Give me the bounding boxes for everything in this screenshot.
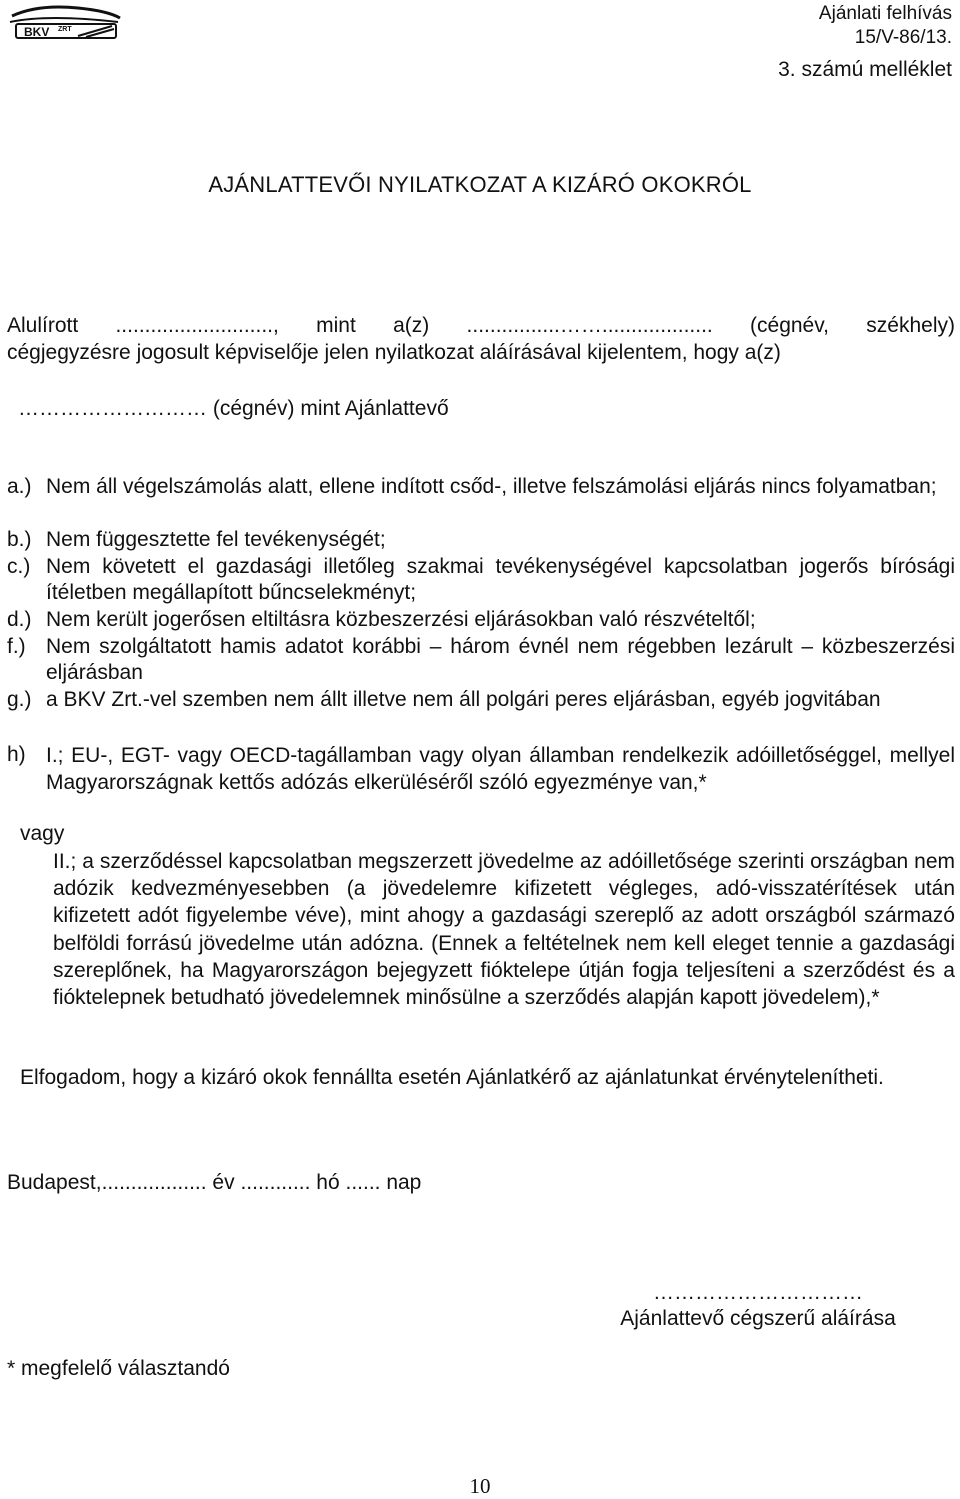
list-item-c bbox=[7, 554, 955, 606]
list-item-b bbox=[7, 527, 955, 553]
list-item-a bbox=[7, 474, 955, 500]
acceptance-statement: Elfogadom, hogy a kizáró okok fennállta esetén Ajánlatkérő az ajánlatunkat érvénytelenítheti. bbox=[20, 1066, 884, 1089]
list-item-h bbox=[7, 742, 955, 796]
list-item-text: Nem függesztette fel tevékenységét; bbox=[46, 528, 386, 551]
intro-line-3: ……………………… (cégnév) mint Ajánlattevő bbox=[18, 397, 449, 420]
list-item-label: b.) bbox=[7, 528, 32, 551]
list-item-label: a.) bbox=[7, 475, 32, 498]
list-item-h-option-2 bbox=[7, 848, 955, 1011]
place-date-line: Budapest,.................. év ............ hó ...... nap bbox=[7, 1171, 422, 1194]
bkv-logo-graphic bbox=[8, 2, 124, 42]
option-two-text: II.; a szerződéssel kapcsolatban megszerzett jövedelme az adóilletősége szerinti országban nem adózik kedvezményesebben (a jövedelemre kifizetett végleges, adó-visszatérítések után kifizetett adót figyelembe véve), mint ahogy a gazdasági szereplő az adott országból származó belföldi forrású jövedelme után adózna. (Ennek a feltételnek nem kell eleget tennie a gazdasági szereplőnek, ha Magyarországon bejegyzett fióktelepe útján fogja teljesíteni a szerződést és a fióktelepnek betudható jövedelemnek minősülne a szerződés alapján kapott jövedelem),* bbox=[53, 850, 955, 1010]
list-item-label: h) bbox=[7, 743, 26, 766]
list-item-label: c.) bbox=[7, 555, 31, 578]
svg-text:BKV: BKV bbox=[24, 25, 50, 39]
signature-label: Ajánlattevő cégszerű aláírása bbox=[620, 1307, 896, 1330]
list-item-text: Nem szolgáltatott hamis adatot korábbi – három évnél nem régebben lezárult – közbeszerzési eljárásban bbox=[46, 635, 955, 684]
list-item-f bbox=[7, 634, 955, 686]
page-title: AJÁNLATTEVŐI NYILATKOZAT A KIZÁRÓ OKOKRÓL bbox=[208, 172, 752, 197]
list-item-text: a BKV Zrt.-vel szemben nem állt illetve nem áll polgári peres eljárásban, egyéb jogvitában bbox=[46, 688, 881, 711]
intro-line-2: cégjegyzésre jogosult képviselője jelen nyilatkozat aláírásával kijelentem, hogy a(z) bbox=[7, 341, 781, 364]
annex-label: 3. számú melléklet bbox=[778, 58, 952, 81]
list-item-text: Nem áll végelszámolás alatt, ellene indított csőd-, illetve felszámolási eljárás nincs folyamatban; bbox=[46, 475, 937, 498]
bkv-logo bbox=[8, 2, 124, 42]
alternative-separator: vagy bbox=[20, 822, 65, 845]
signature-dots: ………………………… bbox=[653, 1281, 863, 1304]
header-reference-number: 15/V-86/13. bbox=[854, 27, 952, 48]
list-item-label: f.) bbox=[7, 635, 26, 658]
list-item-text: Nem került jogerősen eltiltásra közbeszerzési eljárásokban való részvételtől; bbox=[46, 608, 756, 631]
intro-line-1: Alulírott ..........................., mint a(z) ................……................... (cégnév, székhely) bbox=[7, 314, 955, 337]
page-number: 10 bbox=[469, 1474, 491, 1498]
list-item-text: Nem követett el gazdasági illetőleg szakmai tevékenységével kapcsolatban jogerős bírósági ítéletben megállapított bűncselekményt; bbox=[46, 555, 955, 604]
svg-text:ZRT: ZRT bbox=[58, 26, 72, 33]
list-item-text: I.; EU-, EGT- vagy OECD-tagállamban vagy olyan államban rendelkezik adóilletőséggel, mellyel Magyarországnak kettős adózás elkerüléséről szóló egyezménye van,* bbox=[46, 744, 955, 794]
header-reference bbox=[819, 2, 952, 50]
list-item-d bbox=[7, 607, 955, 633]
header-notice-label: Ajánlati felhívás bbox=[818, 3, 952, 24]
list-item-label: d.) bbox=[7, 608, 32, 631]
signature-block bbox=[596, 1280, 920, 1332]
footnote: * megfelelő választandó bbox=[7, 1357, 230, 1380]
list-item-g bbox=[7, 687, 955, 713]
list-item-label: g.) bbox=[7, 688, 32, 711]
